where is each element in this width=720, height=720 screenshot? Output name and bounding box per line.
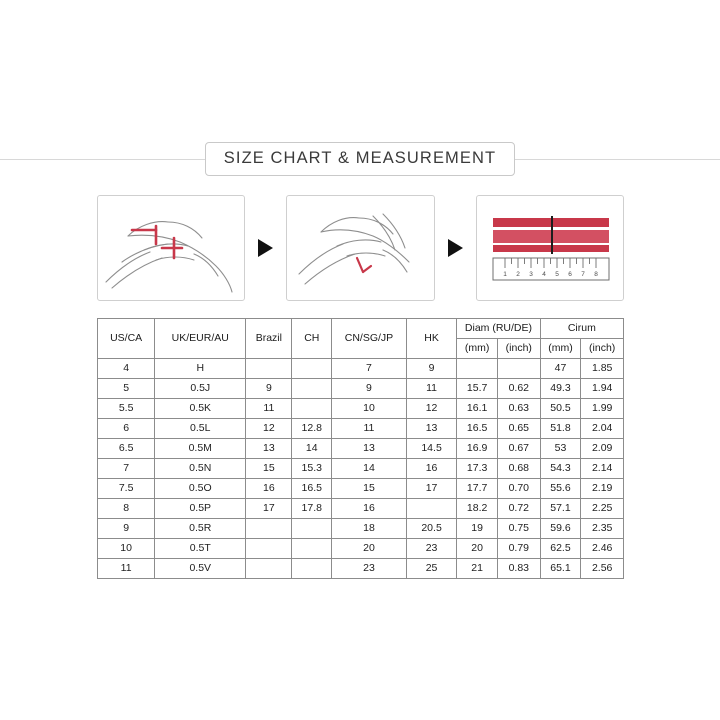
title-band — [0, 142, 720, 176]
table-cell: 0.5T — [155, 539, 246, 559]
table-cell: 20 — [332, 539, 407, 559]
svg-text:1: 1 — [502, 271, 507, 278]
table-row — [98, 559, 624, 579]
table-cell: 0.5L — [155, 419, 246, 439]
table-cell: 11 — [246, 399, 292, 419]
table-cell: 8 — [98, 499, 155, 519]
illustration-row — [97, 196, 624, 300]
table-cell: 10 — [98, 539, 155, 559]
header-brazil: Brazil — [246, 319, 292, 359]
table-cell: 23 — [332, 559, 407, 579]
table-cell: 59.6 — [540, 519, 581, 539]
table-cell: 0.70 — [497, 479, 540, 499]
table-cell: 7 — [332, 359, 407, 379]
illustration-step-3 — [476, 195, 624, 301]
page-title: SIZE CHART & MEASUREMENT — [205, 142, 515, 176]
table-cell: 0.79 — [497, 539, 540, 559]
table-cell — [246, 519, 292, 539]
table-cell: 0.75 — [497, 519, 540, 539]
table-cell — [292, 399, 332, 419]
table-cell: 62.5 — [540, 539, 581, 559]
table-cell: 13 — [246, 439, 292, 459]
table-cell: 2.25 — [581, 499, 624, 519]
header-cirum: Cirum — [540, 319, 623, 339]
table-cell: 19 — [457, 519, 498, 539]
table-row — [98, 499, 624, 519]
header-cn-sg-jp: CN/SG/JP — [332, 319, 407, 359]
table-cell: 0.83 — [497, 559, 540, 579]
table-cell: 0.72 — [497, 499, 540, 519]
table-cell: 0.5O — [155, 479, 246, 499]
table-cell: 16 — [246, 479, 292, 499]
table-cell: 15 — [246, 459, 292, 479]
table-cell — [246, 359, 292, 379]
table-cell: 17 — [246, 499, 292, 519]
measure-finger-icon — [98, 196, 245, 300]
table-cell: 0.62 — [497, 379, 540, 399]
subheader-cirum-mm: (mm) — [540, 339, 581, 359]
table-row — [98, 379, 624, 399]
table-cell: 1.85 — [581, 359, 624, 379]
arrow-2-wrap — [435, 196, 476, 300]
table-cell: 16.5 — [292, 479, 332, 499]
table-cell — [292, 379, 332, 399]
svg-text:6: 6 — [567, 271, 572, 278]
table-row — [98, 419, 624, 439]
illustration-step-1 — [97, 195, 245, 301]
table-cell: 20.5 — [406, 519, 456, 539]
table-cell: 51.8 — [540, 419, 581, 439]
header-diam: Diam (RU/DE) — [457, 319, 540, 339]
table-cell: 9 — [332, 379, 407, 399]
arrow-1-wrap — [245, 196, 286, 300]
table-cell: 9 — [406, 359, 456, 379]
table-cell — [292, 559, 332, 579]
svg-text:3: 3 — [528, 271, 533, 278]
table-cell: 1.99 — [581, 399, 624, 419]
table-cell: 11 — [332, 419, 407, 439]
table-cell: 21 — [457, 559, 498, 579]
size-chart-table-wrap — [97, 318, 624, 579]
header-ch: CH — [292, 319, 332, 359]
table-cell: 2.09 — [581, 439, 624, 459]
table-cell: 17.8 — [292, 499, 332, 519]
table-cell: 17.3 — [457, 459, 498, 479]
arrow-right-icon — [258, 239, 273, 257]
table-cell: 12.8 — [292, 419, 332, 439]
table-cell: 53 — [540, 439, 581, 459]
table-body — [98, 359, 624, 579]
table-row — [98, 399, 624, 419]
table-cell: 16.9 — [457, 439, 498, 459]
header-uk-eur-au: UK/EUR/AU — [155, 319, 246, 359]
header-hk: HK — [406, 319, 456, 359]
table-cell: 16 — [406, 459, 456, 479]
table-cell: 17 — [406, 479, 456, 499]
table-cell: 0.5K — [155, 399, 246, 419]
table-cell: 5 — [98, 379, 155, 399]
ruler-measure-icon — [477, 196, 624, 300]
table-cell: 47 — [540, 359, 581, 379]
table-cell: 15.3 — [292, 459, 332, 479]
table-cell: 23 — [406, 539, 456, 559]
svg-text:5: 5 — [554, 271, 559, 278]
subheader-diam-inch: (inch) — [497, 339, 540, 359]
table-cell: 0.68 — [497, 459, 540, 479]
table-cell: 54.3 — [540, 459, 581, 479]
table-cell — [292, 519, 332, 539]
subheader-cirum-inch: (inch) — [581, 339, 624, 359]
table-cell: 2.04 — [581, 419, 624, 439]
table-cell: 0.65 — [497, 419, 540, 439]
table-cell: 14.5 — [406, 439, 456, 459]
table-cell: 20 — [457, 539, 498, 559]
subheader-diam-mm: (mm) — [457, 339, 498, 359]
table-cell: 0.5M — [155, 439, 246, 459]
table-cell: 2.56 — [581, 559, 624, 579]
table-cell: 65.1 — [540, 559, 581, 579]
table-cell: 10 — [332, 399, 407, 419]
table-cell: 13 — [332, 439, 407, 459]
table-cell: 13 — [406, 419, 456, 439]
size-chart-table — [97, 318, 624, 579]
table-cell: 14 — [332, 459, 407, 479]
table-cell — [246, 539, 292, 559]
table-cell: 12 — [406, 399, 456, 419]
table-cell — [246, 559, 292, 579]
svg-text:8: 8 — [593, 271, 598, 278]
header-us-ca: US/CA — [98, 319, 155, 359]
wrap-strip-icon — [287, 196, 434, 300]
table-cell: 7 — [98, 459, 155, 479]
table-cell: 6 — [98, 419, 155, 439]
table-cell: 7.5 — [98, 479, 155, 499]
table-header-row-1 — [98, 319, 624, 339]
table-cell: 11 — [98, 559, 155, 579]
table-cell: 55.6 — [540, 479, 581, 499]
table-cell: 2.19 — [581, 479, 624, 499]
table-cell: H — [155, 359, 246, 379]
table-cell: 12 — [246, 419, 292, 439]
table-row — [98, 359, 624, 379]
table-cell — [292, 359, 332, 379]
table-cell: 57.1 — [540, 499, 581, 519]
table-cell: 1.94 — [581, 379, 624, 399]
table-cell: 2.14 — [581, 459, 624, 479]
table-cell: 9 — [246, 379, 292, 399]
table-cell: 4 — [98, 359, 155, 379]
table-cell: 16.5 — [457, 419, 498, 439]
table-cell: 18 — [332, 519, 407, 539]
table-cell: 2.46 — [581, 539, 624, 559]
table-cell: 50.5 — [540, 399, 581, 419]
table-cell: 0.5P — [155, 499, 246, 519]
table-row — [98, 539, 624, 559]
table-cell: 0.5V — [155, 559, 246, 579]
table-cell — [292, 539, 332, 559]
arrow-right-icon-2 — [448, 239, 463, 257]
table-cell: 9 — [98, 519, 155, 539]
illustration-step-2 — [286, 195, 434, 301]
table-cell: 0.67 — [497, 439, 540, 459]
table-head — [98, 319, 624, 359]
table-cell: 16 — [332, 499, 407, 519]
table-cell: 49.3 — [540, 379, 581, 399]
table-cell: 16.1 — [457, 399, 498, 419]
table-cell: 17.7 — [457, 479, 498, 499]
table-cell: 0.63 — [497, 399, 540, 419]
table-row — [98, 519, 624, 539]
table-row — [98, 439, 624, 459]
table-row — [98, 459, 624, 479]
table-cell — [497, 359, 540, 379]
table-cell — [457, 359, 498, 379]
table-cell: 0.5R — [155, 519, 246, 539]
table-cell: 15.7 — [457, 379, 498, 399]
table-cell: 14 — [292, 439, 332, 459]
table-cell — [406, 499, 456, 519]
table-row — [98, 479, 624, 499]
table-cell: 18.2 — [457, 499, 498, 519]
table-cell: 25 — [406, 559, 456, 579]
svg-text:4: 4 — [541, 271, 546, 278]
table-cell: 15 — [332, 479, 407, 499]
table-cell: 5.5 — [98, 399, 155, 419]
svg-text:7: 7 — [580, 271, 585, 278]
table-cell: 11 — [406, 379, 456, 399]
table-cell: 0.5N — [155, 459, 246, 479]
table-cell: 2.35 — [581, 519, 624, 539]
table-cell: 0.5J — [155, 379, 246, 399]
svg-text:2: 2 — [515, 271, 520, 278]
table-cell: 6.5 — [98, 439, 155, 459]
